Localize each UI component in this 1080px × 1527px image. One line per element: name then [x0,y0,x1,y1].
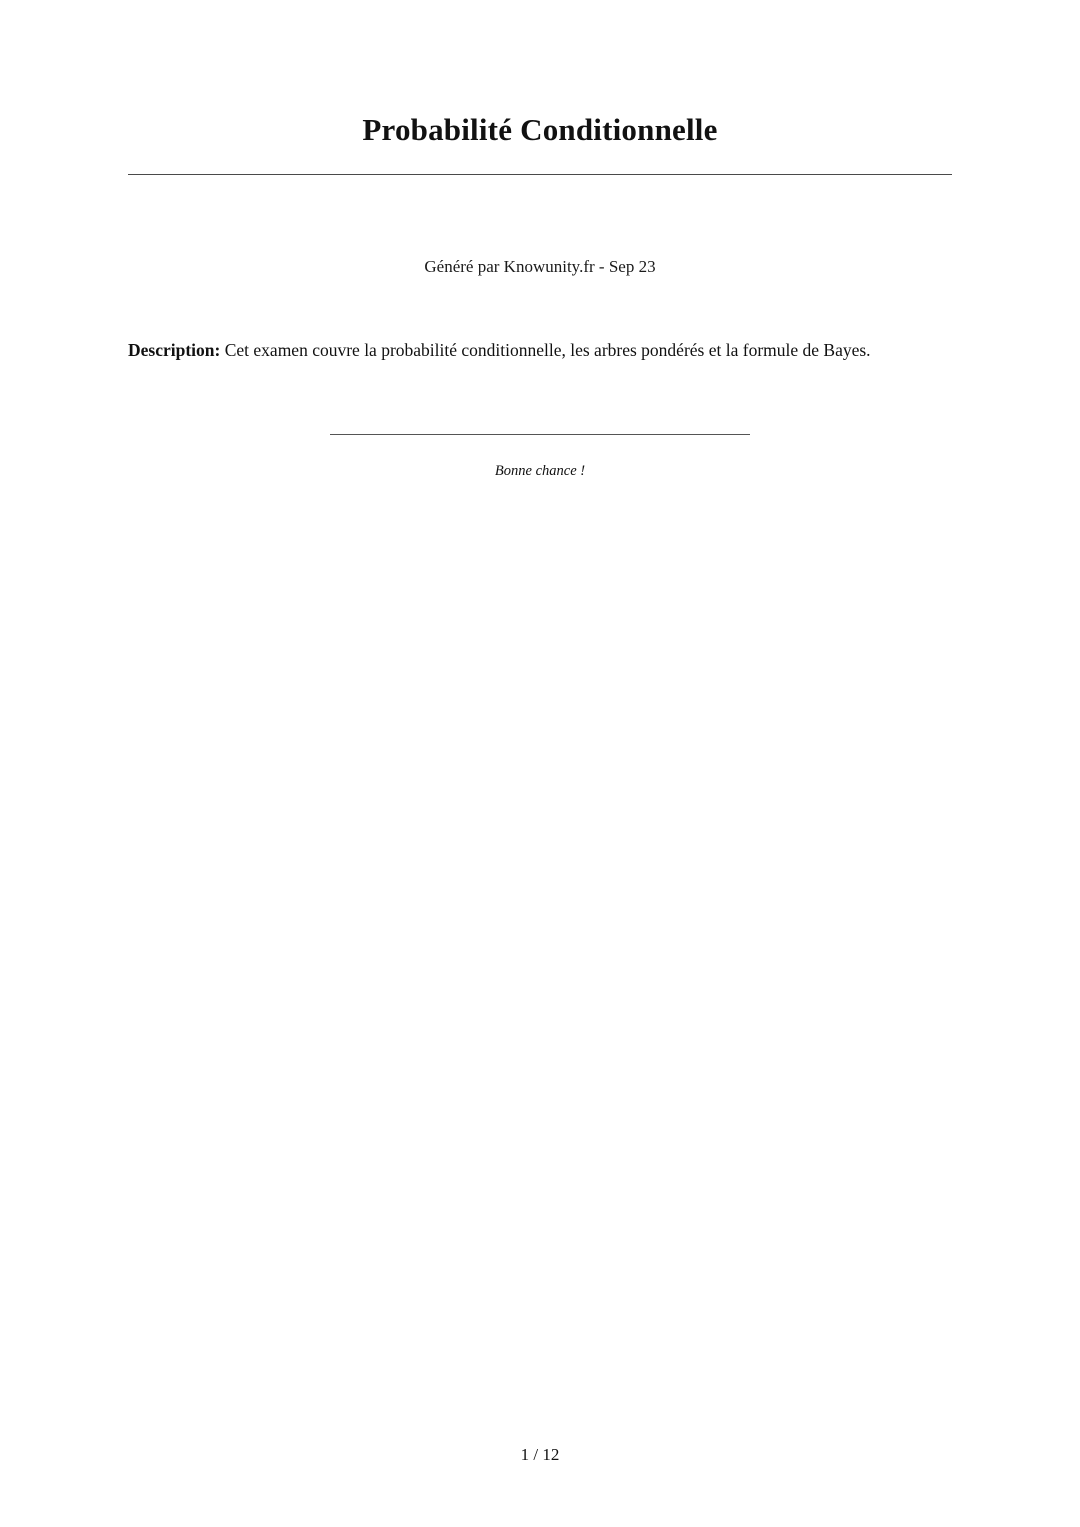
good-luck-note: Bonne chance ! [494,463,586,480]
page-title: Probabilité Conditionnelle [362,112,718,147]
page-content [128,0,952,480]
page-number: 1 / 12 [520,1445,560,1464]
description-paragraph [128,337,952,364]
description-label: Description: [128,340,221,360]
description-text: Cet examen couvre la probabilité conditionnelle, les arbres pondérés et la formule de Bayes. [220,340,871,360]
title-divider [128,174,952,175]
section-divider-wrap [128,426,952,443]
generated-by-line: Généré par Knowunity.fr - Sep 23 [424,257,656,276]
section-divider [330,434,750,435]
